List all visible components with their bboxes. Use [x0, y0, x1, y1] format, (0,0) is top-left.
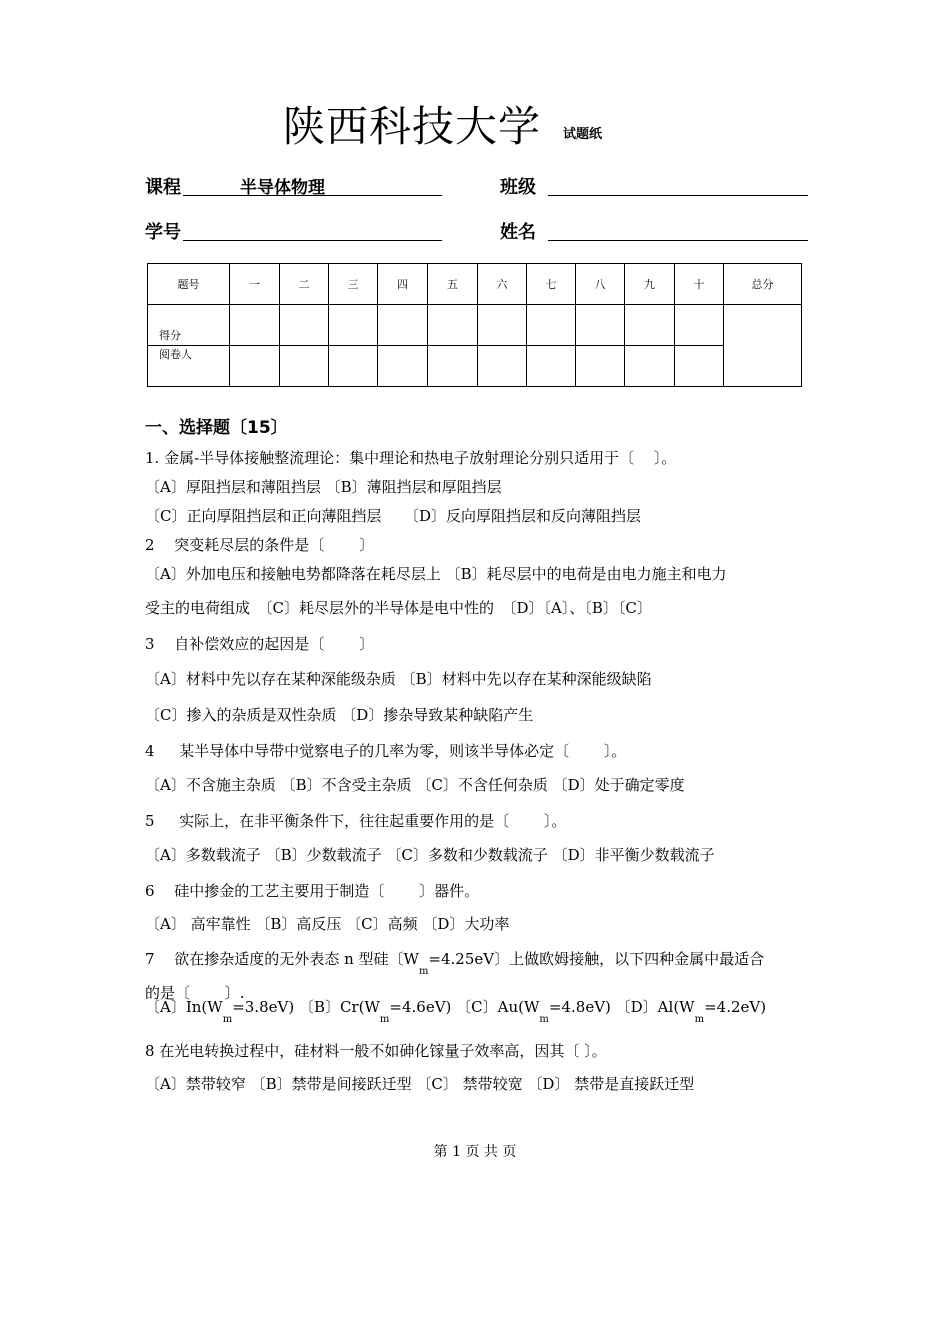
- grader-row-label: [148, 346, 230, 387]
- question-7-subscript: m: [418, 966, 429, 977]
- question-1: 1. 金属-半导体接触整流理论：集中理论和热电子放射理论分别只适用于〔 〕。: [145, 449, 677, 467]
- grader-cell[interactable]: [329, 346, 378, 387]
- total-score-cell[interactable]: [724, 305, 802, 387]
- grader-cell[interactable]: [280, 346, 329, 387]
- document-title: 陕西科技大学: [283, 102, 542, 151]
- table-header-cell: 十: [675, 264, 724, 305]
- score-cell[interactable]: [280, 305, 329, 346]
- score-cell[interactable]: [625, 305, 675, 346]
- course-value: 半导体物理: [240, 178, 325, 198]
- question-4: 4 某半导体中导带中觉察电子的几率为零，则该半导体必定〔 〕。: [145, 742, 627, 760]
- grader-row: [148, 346, 802, 387]
- section-title: 一、选择题〔15〕: [145, 418, 288, 438]
- question-3-options-ab: 〔A〕材料中先以存在某种深能级杂质 〔B〕材料中先以存在某种深能级缺陷: [145, 670, 652, 688]
- option-text: 〔B〕Cr(W: [294, 998, 380, 1016]
- table-header-cell: 总分: [724, 264, 802, 305]
- question-8-options: 〔A〕禁带较窄 〔B〕禁带是间接跃迁型 〔C〕 禁带较宽 〔D〕 禁带是直接跃迁型: [145, 1075, 695, 1093]
- question-5: 5 实际上，在非平衡条件下，往往起重要作用的是〔 〕。: [145, 812, 567, 830]
- score-cell[interactable]: [675, 305, 724, 346]
- question-6: 6 硅中掺金的工艺主要用于制造〔 〕器件。: [145, 882, 480, 900]
- score-cell[interactable]: [478, 305, 527, 346]
- table-header-cell: 二: [280, 264, 329, 305]
- question-7-options: [145, 996, 767, 1025]
- option-text: 〔D〕Al(W: [610, 998, 695, 1016]
- question-7-part1: 7 欲在掺杂适度的无外表态 n 型硅〔W: [145, 950, 419, 968]
- question-7: [145, 948, 765, 977]
- table-header-cell: 题号: [148, 264, 230, 305]
- grader-cell[interactable]: [378, 346, 428, 387]
- option-text: 〔C〕Au(W: [451, 998, 540, 1016]
- table-header-cell: 八: [576, 264, 625, 305]
- score-table-header-row: [148, 264, 802, 305]
- score-row-label: [148, 305, 230, 346]
- score-table: [147, 263, 802, 387]
- table-header-cell: 六: [478, 264, 527, 305]
- score-cell[interactable]: [378, 305, 428, 346]
- table-header-cell: 三: [329, 264, 378, 305]
- question-6-options: 〔A〕 高牢靠性 〔B〕高反压 〔C〕高频 〔D〕大功率: [145, 915, 510, 933]
- class-label: 班级: [500, 177, 536, 198]
- option-subscript: m: [379, 1014, 390, 1025]
- table-header-cell: 四: [378, 264, 428, 305]
- option-text: 〔A〕In(W: [145, 998, 223, 1016]
- table-header-cell: 九: [625, 264, 675, 305]
- grader-cell[interactable]: [230, 346, 280, 387]
- question-5-options: 〔A〕多数载流子 〔B〕少数载流子 〔C〕多数和少数载流子 〔D〕非平衡少数载流子: [145, 846, 715, 864]
- name-underline: [548, 240, 808, 241]
- question-7-part2: =4.25eV〕上做欧姆接触，以下四种金属中最适合: [428, 950, 765, 968]
- question-2-options-line1: 〔A〕外加电压和接触电势都降落在耗尽层上 〔B〕耗尽层中的电荷是由电力施主和电力: [145, 565, 727, 583]
- score-cell[interactable]: [230, 305, 280, 346]
- page-footer: 第 1 页 共 页: [433, 1144, 517, 1160]
- question-2: 2 突变耗尽层的条件是〔 〕: [145, 536, 375, 554]
- student-id-underline: [183, 240, 442, 241]
- option-subscript: m: [539, 1014, 549, 1025]
- option-text: =4.2eV): [704, 998, 767, 1016]
- score-row: [148, 305, 802, 346]
- grader-cell[interactable]: [576, 346, 625, 387]
- grader-cell[interactable]: [527, 346, 576, 387]
- grader-cell[interactable]: [428, 346, 478, 387]
- course-label: 课程: [145, 177, 181, 198]
- question-4-options: 〔A〕不含施主杂质 〔B〕不含受主杂质 〔C〕不含任何杂质 〔D〕处于确定零度: [145, 776, 685, 794]
- table-header-cell: 五: [428, 264, 478, 305]
- score-cell[interactable]: [428, 305, 478, 346]
- class-underline: [548, 195, 808, 196]
- table-header-cell: 一: [230, 264, 280, 305]
- question-2-options-line2: 受主的电荷组成 〔C〕耗尽层外的半导体是电中性的 〔D〕〔A〕、〔B〕〔C〕: [145, 599, 652, 617]
- option-text: =4.8eV): [548, 998, 611, 1016]
- grader-cell[interactable]: [478, 346, 527, 387]
- option-text: =3.8eV): [232, 998, 295, 1016]
- grader-cell[interactable]: [625, 346, 675, 387]
- option-subscript: m: [222, 1014, 233, 1025]
- option-subscript: m: [694, 1014, 705, 1025]
- question-7-continued: 的是〔 〕.: [145, 984, 245, 1002]
- question-1-options-ab: 〔A〕厚阻挡层和薄阻挡层 〔B〕薄阻挡层和厚阻挡层: [145, 478, 502, 496]
- table-header-cell: 七: [527, 264, 576, 305]
- question-3-options-cd: 〔C〕掺入的杂质是双性杂质 〔D〕掺杂导致某种缺陷产生: [145, 706, 534, 724]
- grader-label: 阅卷人: [159, 348, 192, 361]
- score-cell[interactable]: [329, 305, 378, 346]
- score-label: 得分: [159, 329, 181, 342]
- score-cell[interactable]: [527, 305, 576, 346]
- name-label: 姓名: [500, 222, 536, 243]
- grader-cell[interactable]: [675, 346, 724, 387]
- score-cell[interactable]: [576, 305, 625, 346]
- option-text: =4.6eV): [389, 998, 452, 1016]
- document-subtitle: 试题纸: [563, 127, 603, 142]
- question-1-options-cd: 〔C〕正向厚阻挡层和正向薄阻挡层 〔D〕反向厚阻挡层和反向薄阻挡层: [145, 507, 642, 525]
- question-8: 8 在光电转换过程中，硅材料一般不如砷化镓量子效率高，因其〔 〕。: [145, 1042, 607, 1060]
- question-3: 3 自补偿效应的起因是〔 〕: [145, 635, 375, 653]
- student-id-label: 学号: [145, 222, 181, 243]
